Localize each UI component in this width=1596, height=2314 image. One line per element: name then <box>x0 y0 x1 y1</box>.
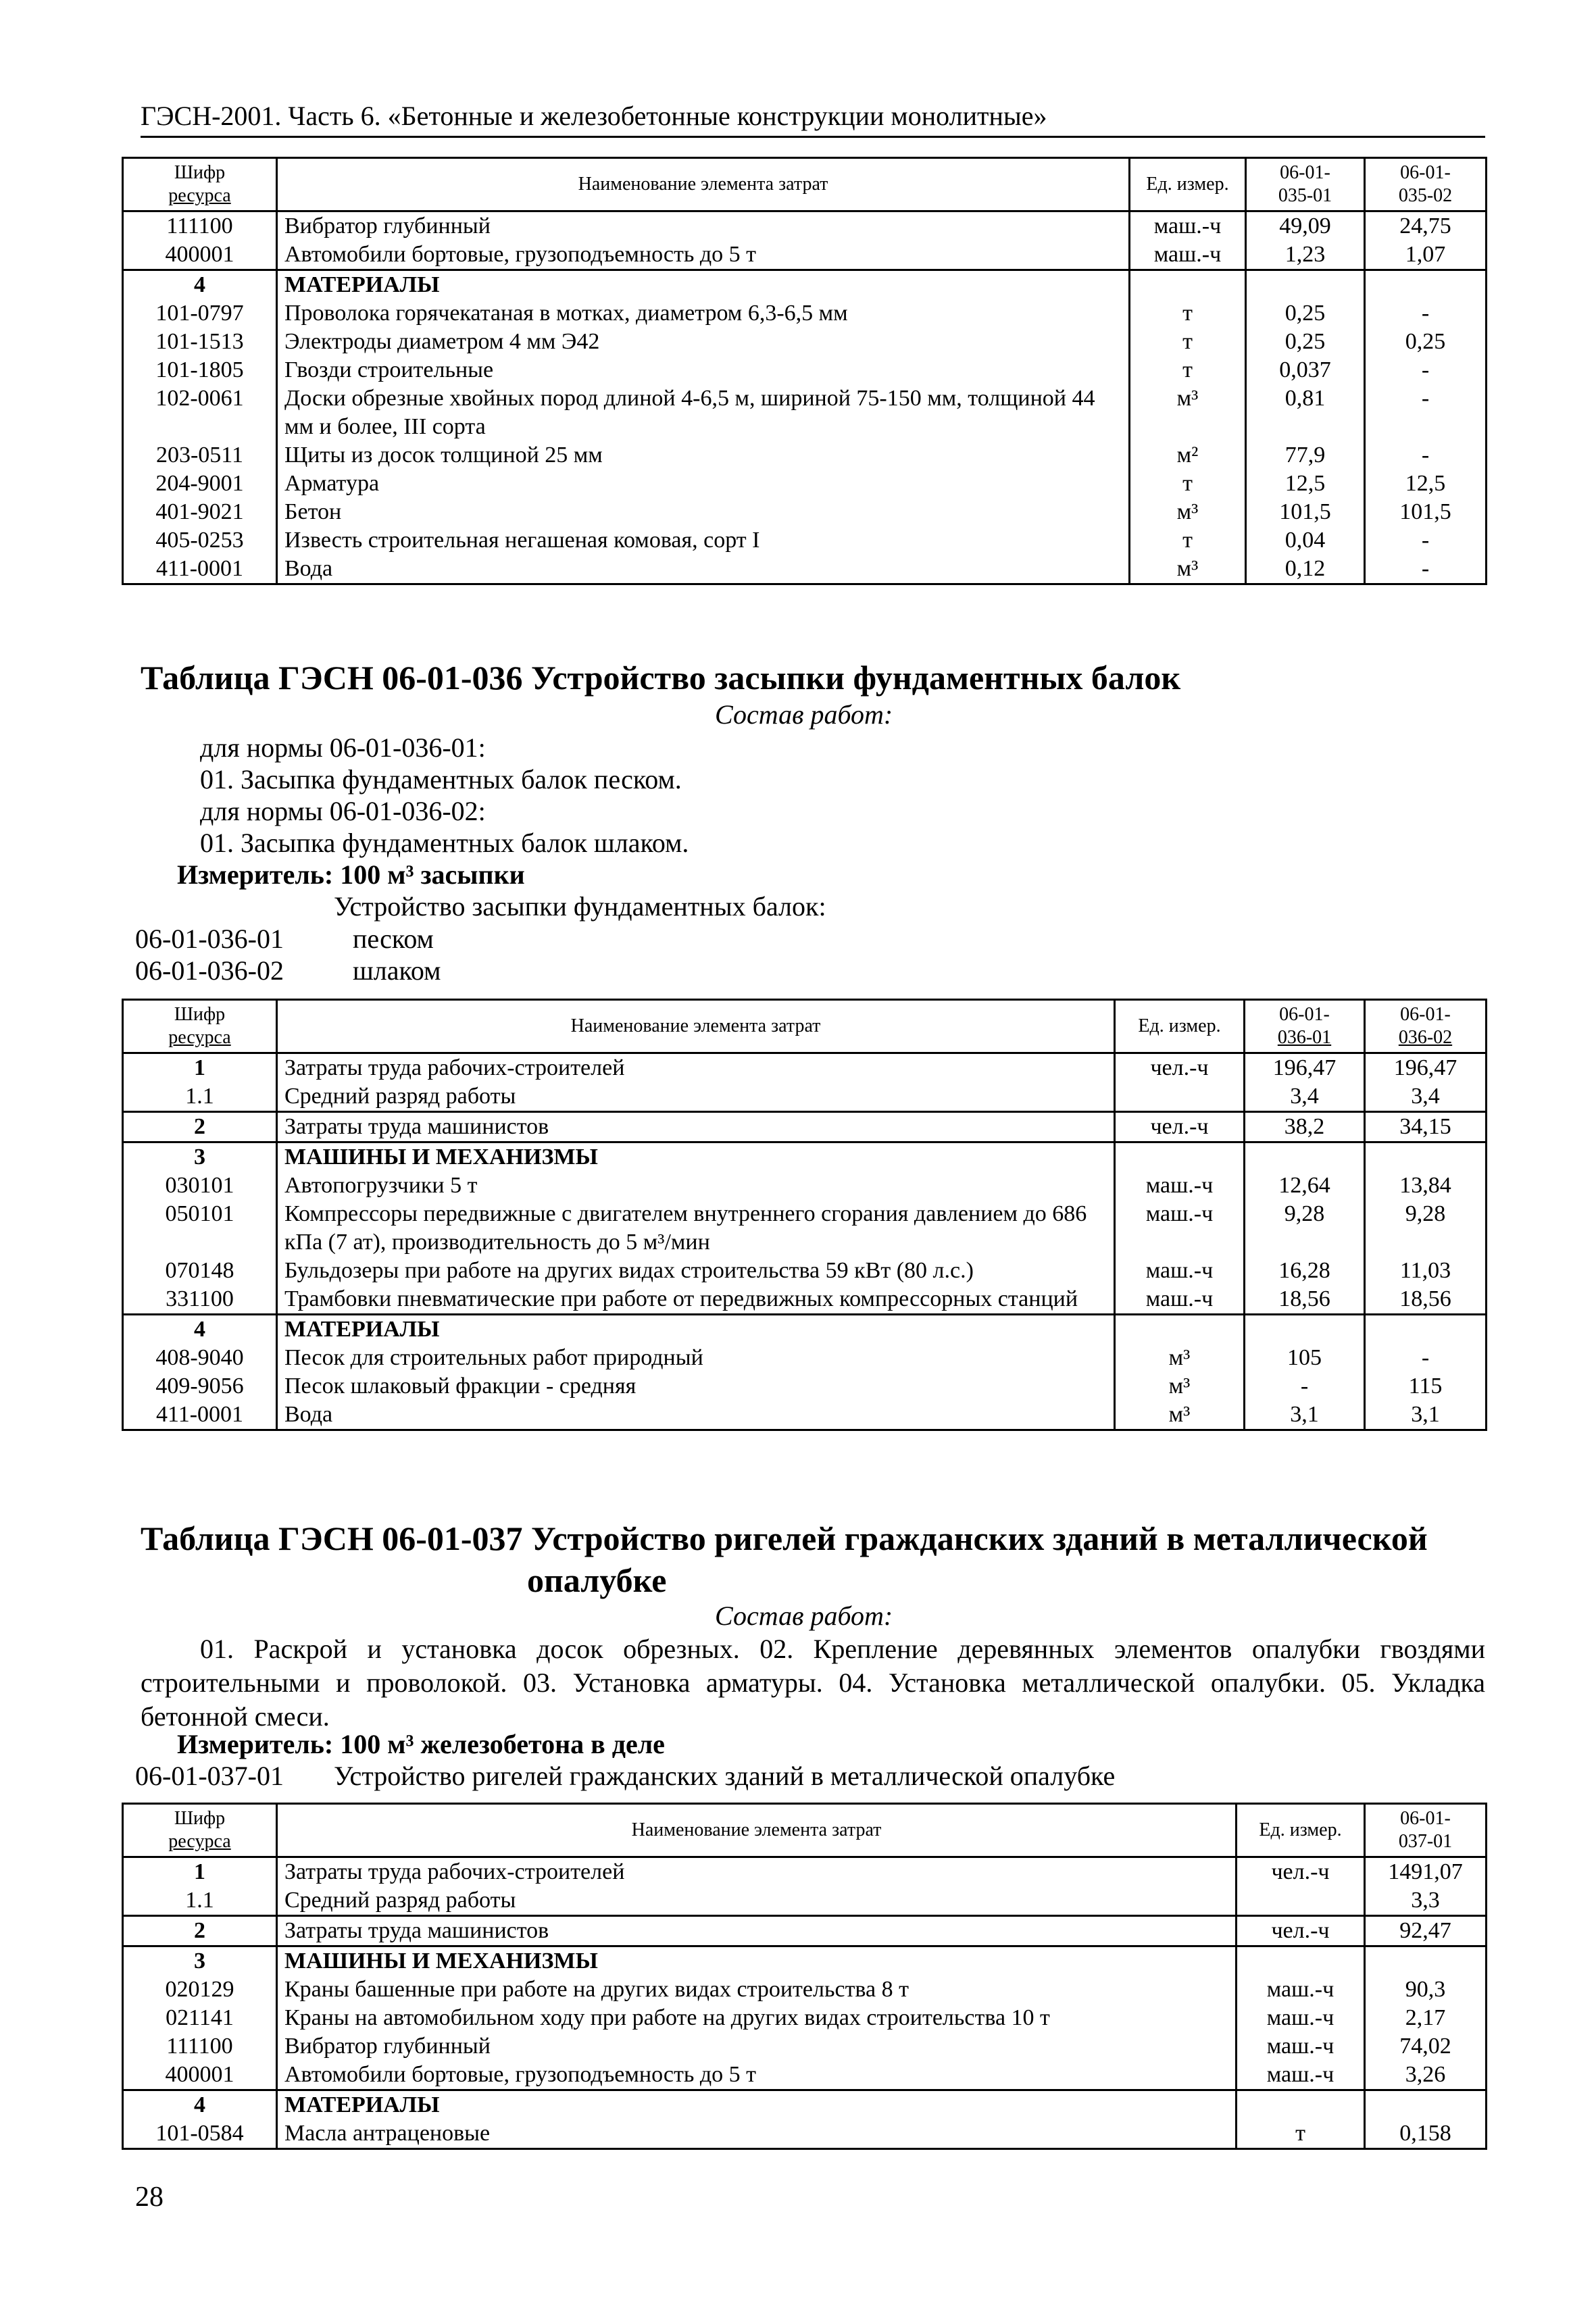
cell-code: 111100 <box>123 211 277 241</box>
cell-code: 405-0253 <box>123 526 277 555</box>
cell-unit: маш.-ч <box>1130 241 1246 270</box>
cell-value-2: 13,84 <box>1365 1172 1487 1200</box>
cell-value-2 <box>1365 270 1487 300</box>
cell-value-2: 3,1 <box>1365 1401 1487 1430</box>
cell-code: 4 <box>123 270 277 300</box>
cell-unit: м³ <box>1130 498 1246 526</box>
cell-unit <box>1237 1946 1365 1976</box>
cell-unit: маш.-ч <box>1130 211 1246 241</box>
cell-unit: чел.-ч <box>1237 1916 1365 1946</box>
col-header-norm-2: 06-01- 036-02 <box>1365 1000 1487 1053</box>
norm-code: 06-01-036-01 <box>135 924 284 954</box>
cell-unit: т <box>1130 526 1246 555</box>
cell-unit: маш.-ч <box>1237 2061 1365 2090</box>
cell-value-1: 9,28 <box>1245 1200 1365 1257</box>
cell-unit: маш.-ч <box>1115 1200 1245 1257</box>
work-line: для нормы 06-01-036-02: <box>200 796 486 826</box>
cell-unit <box>1237 2090 1365 2120</box>
cell-code: 4 <box>123 1315 277 1344</box>
cell-value-2: 101,5 <box>1365 498 1487 526</box>
cell-code: 101-0797 <box>123 299 277 328</box>
cell-value-1: 196,47 <box>1245 1053 1365 1083</box>
cell-name: МАТЕРИАЛЫ <box>277 270 1130 300</box>
cell-code: 101-0584 <box>123 2119 277 2149</box>
table-body <box>123 211 1487 584</box>
cell-unit: м³ <box>1115 1401 1245 1430</box>
cell-code: 1.1 <box>123 1082 277 1112</box>
cell-value-1: 0,25 <box>1246 299 1365 328</box>
table-row <box>123 356 1487 384</box>
cell-value-2: 18,56 <box>1365 1285 1487 1315</box>
cell-unit: маш.-ч <box>1237 2032 1365 2061</box>
cell-unit: чел.-ч <box>1237 1857 1365 1887</box>
cell-value-2: 1,07 <box>1365 241 1487 270</box>
cell-value-1: 101,5 <box>1246 498 1365 526</box>
cell-unit: маш.-ч <box>1115 1257 1245 1285</box>
table-row <box>123 1315 1487 1344</box>
table-row <box>123 1257 1487 1285</box>
cell-value-2: - <box>1365 555 1487 584</box>
cell-unit: маш.-ч <box>1115 1285 1245 1315</box>
table-header-row <box>123 158 1487 211</box>
cell-value-1 <box>1246 270 1365 300</box>
cell-value-1: 3,3 <box>1365 1886 1487 1916</box>
meter-label: Измеритель: 100 м³ железобетона в деле <box>177 1729 665 1759</box>
work-line: для нормы 06-01-036-01: <box>200 732 486 763</box>
table-row <box>123 1946 1487 1976</box>
cell-unit: м³ <box>1115 1344 1245 1372</box>
cell-name: Арматура <box>277 470 1130 498</box>
cell-unit: т <box>1130 299 1246 328</box>
work-paragraph: 01. Раскрой и установка досок обрезных. 02. Крепление деревянных элементов опалубки гвоздями строительными и проволокой. 03. Установка арматуры. 04. Установка металлической опалубки. 05. Укладка бетонной смеси. <box>141 1634 1485 1732</box>
cell-unit: м³ <box>1115 1372 1245 1401</box>
col-header-name: Наименование элемента затрат <box>277 158 1130 211</box>
table-row <box>123 1401 1487 1430</box>
meter-label: Измеритель: 100 м³ засыпки <box>177 859 525 890</box>
cell-value-1: 12,5 <box>1246 470 1365 498</box>
cell-name: Вибратор глубинный <box>277 2032 1237 2061</box>
col-header-unit: Ед. измер. <box>1115 1000 1245 1053</box>
cell-unit: маш.-ч <box>1115 1172 1245 1200</box>
table-row <box>123 441 1487 470</box>
cell-code: 021141 <box>123 2004 277 2032</box>
cell-value-1 <box>1245 1142 1365 1172</box>
cell-code: 411-0001 <box>123 1401 277 1430</box>
cell-name: Затраты труда машинистов <box>277 1112 1115 1142</box>
cell-value-1: 49,09 <box>1246 211 1365 241</box>
table-row <box>123 211 1487 241</box>
table-row <box>123 1082 1487 1112</box>
cell-value-1: 3,1 <box>1245 1401 1365 1430</box>
cell-unit: м³ <box>1130 555 1246 584</box>
cell-code: 409-9056 <box>123 1372 277 1401</box>
cell-name: Затраты труда рабочих-строителей <box>277 1053 1115 1083</box>
norm-code: 06-01-037-01 <box>135 1761 284 1791</box>
cell-name: Автопогрузчики 5 т <box>277 1172 1115 1200</box>
work-composition-label: Состав работ: <box>715 1601 893 1631</box>
cell-value-1: 0,25 <box>1246 328 1365 356</box>
cell-code: 101-1513 <box>123 328 277 356</box>
cell-value-1: 0,158 <box>1365 2119 1487 2149</box>
cell-name: Компрессоры передвижные с двигателем внутреннего сгорания давлением до 686 кПа (7 ат), производительность до 5 м³/мин <box>277 1200 1115 1257</box>
cell-value-2: 34,15 <box>1365 1112 1487 1142</box>
cell-code: 3 <box>123 1142 277 1172</box>
norm-caption: Устройство засыпки фундаментных балок: <box>334 891 826 922</box>
col-header-norm-1: 06-01- 036-01 <box>1245 1000 1365 1053</box>
cell-name: Песок для строительных работ природный <box>277 1344 1115 1372</box>
cell-name: Электроды диаметром 4 мм Э42 <box>277 328 1130 356</box>
cell-value-1: 1491,07 <box>1365 1857 1487 1887</box>
col-header-code: Шифр ресурса <box>123 1804 277 1857</box>
table-row <box>123 1916 1487 1946</box>
work-line: 01. Засыпка фундаментных балок песком. <box>200 764 682 795</box>
cell-code: 2 <box>123 1916 277 1946</box>
cell-name: МАТЕРИАЛЫ <box>277 1315 1115 1344</box>
cell-name: Вода <box>277 1401 1115 1430</box>
cell-name: Автомобили бортовые, грузоподъемность до 5 т <box>277 241 1130 270</box>
norm-code: 06-01-036-02 <box>135 955 284 986</box>
cell-code: 030101 <box>123 1172 277 1200</box>
table-row <box>123 1886 1487 1916</box>
cell-name: Бетон <box>277 498 1130 526</box>
cell-code: 401-9021 <box>123 498 277 526</box>
table-row <box>123 1285 1487 1315</box>
cell-name: Проволока горячекатаная в мотках, диаметром 6,3-6,5 мм <box>277 299 1130 328</box>
work-line: 01. Засыпка фундаментных балок шлаком. <box>200 828 689 858</box>
cell-name: Щиты из досок толщиной 25 мм <box>277 441 1130 470</box>
cell-name: МАШИНЫ И МЕХАНИЗМЫ <box>277 1142 1115 1172</box>
table-body <box>123 1053 1487 1430</box>
cell-unit: т <box>1130 470 1246 498</box>
cell-name: Краны башенные при работе на других видах строительства 8 т <box>277 1976 1237 2004</box>
table-row <box>123 384 1487 441</box>
cell-value-2: 196,47 <box>1365 1053 1487 1083</box>
cell-value-2: - <box>1365 526 1487 555</box>
cell-unit: маш.-ч <box>1237 2004 1365 2032</box>
col-header-norm-2: 06-01- 035-02 <box>1365 158 1487 211</box>
cell-value-1 <box>1365 1946 1487 1976</box>
cell-value-1: 0,037 <box>1246 356 1365 384</box>
col-header-unit: Ед. измер. <box>1130 158 1246 211</box>
table-row <box>123 1112 1487 1142</box>
cost-table-035 <box>122 157 1487 585</box>
cell-name: Затраты труда рабочих-строителей <box>277 1857 1237 1887</box>
cell-value-1: 3,4 <box>1245 1082 1365 1112</box>
cell-value-1: 18,56 <box>1245 1285 1365 1315</box>
cell-value-2 <box>1365 1142 1487 1172</box>
cell-code: 204-9001 <box>123 470 277 498</box>
cell-value-2: 12,5 <box>1365 470 1487 498</box>
cell-name: Автомобили бортовые, грузоподъемность до 5 т <box>277 2061 1237 2090</box>
table-row <box>123 1172 1487 1200</box>
table-row <box>123 1372 1487 1401</box>
table-row <box>123 498 1487 526</box>
cell-name: Вибратор глубинный <box>277 211 1130 241</box>
norm-label: Устройство ригелей гражданских зданий в металлической опалубке <box>334 1761 1116 1791</box>
cell-code: 070148 <box>123 1257 277 1285</box>
col-header-unit: Ед. измер. <box>1237 1804 1365 1857</box>
cell-name: МАШИНЫ И МЕХАНИЗМЫ <box>277 1946 1237 1976</box>
cell-name: Песок шлаковый фракции - средняя <box>277 1372 1115 1401</box>
cell-unit <box>1130 270 1246 300</box>
cell-value-2: - <box>1365 1344 1487 1372</box>
cell-unit <box>1115 1315 1245 1344</box>
cell-value-1: - <box>1245 1372 1365 1401</box>
cell-code: 111100 <box>123 2032 277 2061</box>
table-row <box>123 1142 1487 1172</box>
table-header-row <box>123 1804 1487 1857</box>
col-header-code: Шифр ресурса <box>123 158 277 211</box>
cell-value-1: 2,17 <box>1365 2004 1487 2032</box>
cell-value-1: 0,12 <box>1246 555 1365 584</box>
cell-code: 1.1 <box>123 1886 277 1916</box>
cell-unit: м³ <box>1130 384 1246 441</box>
table-row <box>123 2004 1487 2032</box>
norm-label: шлаком <box>353 955 441 986</box>
cell-name: Доски обрезные хвойных пород длиной 4-6,5 м, шириной 75-150 мм, толщиной 44 мм и более, III сорта <box>277 384 1130 441</box>
cell-name: Краны на автомобильном ходу при работе на других видах строительства 10 т <box>277 2004 1237 2032</box>
table-row <box>123 1053 1487 1083</box>
cell-unit: м² <box>1130 441 1246 470</box>
cell-value-1: 0,81 <box>1246 384 1365 441</box>
page-header: ГЭСН-2001. Часть 6. «Бетонные и железобетонные конструкции монолитные» <box>141 100 1485 138</box>
cell-code: 331100 <box>123 1285 277 1315</box>
cell-code: 1 <box>123 1053 277 1083</box>
table-row <box>123 270 1487 300</box>
cell-code: 020129 <box>123 1976 277 2004</box>
cell-code: 1 <box>123 1857 277 1887</box>
cell-code: 408-9040 <box>123 1344 277 1372</box>
cell-value-2: 9,28 <box>1365 1200 1487 1257</box>
cell-value-1 <box>1245 1315 1365 1344</box>
table-row <box>123 555 1487 584</box>
cell-unit: чел.-ч <box>1115 1053 1245 1083</box>
table-row <box>123 328 1487 356</box>
table-row <box>123 1976 1487 2004</box>
cell-unit: т <box>1130 328 1246 356</box>
cell-name: Трамбовки пневматические при работе от передвижных компрессорных станций <box>277 1285 1115 1315</box>
table-row <box>123 1200 1487 1257</box>
cell-name: Средний разряд работы <box>277 1082 1115 1112</box>
table-row <box>123 299 1487 328</box>
cell-value-1: 1,23 <box>1246 241 1365 270</box>
cell-value-1: 16,28 <box>1245 1257 1365 1285</box>
cell-unit <box>1115 1082 1245 1112</box>
table-row <box>123 526 1487 555</box>
table-body <box>123 1857 1487 2149</box>
cell-name: Вода <box>277 555 1130 584</box>
cell-name: Бульдозеры при работе на других видах строительства 59 кВт (80 л.с.) <box>277 1257 1115 1285</box>
cell-value-1: 92,47 <box>1365 1916 1487 1946</box>
cost-table-037 <box>122 1803 1487 2150</box>
cell-name: Гвозди строительные <box>277 356 1130 384</box>
cell-unit <box>1237 1886 1365 1916</box>
page-number: 28 <box>135 2182 164 2213</box>
cell-unit: чел.-ч <box>1115 1112 1245 1142</box>
cell-value-1: 38,2 <box>1245 1112 1365 1142</box>
cell-code: 203-0511 <box>123 441 277 470</box>
cell-value-2: 115 <box>1365 1372 1487 1401</box>
cell-value-1: 105 <box>1245 1344 1365 1372</box>
cell-value-1: 90,3 <box>1365 1976 1487 2004</box>
table-row <box>123 1344 1487 1372</box>
cell-value-2: - <box>1365 384 1487 441</box>
table-row <box>123 470 1487 498</box>
cell-value-1 <box>1365 2090 1487 2120</box>
col-header-code: Шифр ресурса <box>123 1000 277 1053</box>
norm-label: песком <box>353 924 434 954</box>
cell-value-2: 3,4 <box>1365 1082 1487 1112</box>
cost-table-036 <box>122 999 1487 1431</box>
cell-code: 4 <box>123 2090 277 2120</box>
cell-code: 411-0001 <box>123 555 277 584</box>
cell-value-1: 12,64 <box>1245 1172 1365 1200</box>
cell-value-2: - <box>1365 441 1487 470</box>
col-header-name: Наименование элемента затрат <box>277 1804 1237 1857</box>
cell-name: Средний разряд работы <box>277 1886 1237 1916</box>
cell-value-1: 0,04 <box>1246 526 1365 555</box>
col-header-norm-1: 06-01- 035-01 <box>1246 158 1365 211</box>
section-title-036: Таблица ГЭСН 06-01-036 Устройство засыпки фундаментных балок <box>141 659 1181 697</box>
cell-value-2: - <box>1365 356 1487 384</box>
cell-value-1: 77,9 <box>1246 441 1365 470</box>
cell-unit <box>1115 1142 1245 1172</box>
cell-name: Затраты труда машинистов <box>277 1916 1237 1946</box>
cell-value-1: 74,02 <box>1365 2032 1487 2061</box>
table-header-row <box>123 1000 1487 1053</box>
section-title-037: Таблица ГЭСН 06-01-037 Устройство ригелей гражданских зданий в металлической опалубке <box>141 1519 1428 1599</box>
table-row <box>123 2032 1487 2061</box>
cell-value-1: 3,26 <box>1365 2061 1487 2090</box>
cell-code: 400001 <box>123 241 277 270</box>
table-row <box>123 2090 1487 2120</box>
cell-name: Известь строительная негашеная комовая, сорт I <box>277 526 1130 555</box>
col-header-name: Наименование элемента затрат <box>277 1000 1115 1053</box>
cell-value-2 <box>1365 1315 1487 1344</box>
cell-value-2: 24,75 <box>1365 211 1487 241</box>
cell-code: 2 <box>123 1112 277 1142</box>
cell-unit: т <box>1237 2119 1365 2149</box>
table-row <box>123 1857 1487 1887</box>
col-header-norm-1: 06-01- 037-01 <box>1365 1804 1487 1857</box>
cell-unit: т <box>1130 356 1246 384</box>
cell-code: 3 <box>123 1946 277 1976</box>
cell-code: 102-0061 <box>123 384 277 441</box>
cell-name: Масла антраценовые <box>277 2119 1237 2149</box>
work-composition-label: Состав работ: <box>715 699 893 730</box>
table-row <box>123 241 1487 270</box>
cell-code: 101-1805 <box>123 356 277 384</box>
cell-unit: маш.-ч <box>1237 1976 1365 2004</box>
table-row <box>123 2119 1487 2149</box>
cell-value-2: - <box>1365 299 1487 328</box>
cell-value-2: 11,03 <box>1365 1257 1487 1285</box>
table-row <box>123 2061 1487 2090</box>
cell-code: 050101 <box>123 1200 277 1257</box>
cell-code: 400001 <box>123 2061 277 2090</box>
cell-value-2: 0,25 <box>1365 328 1487 356</box>
cell-name: МАТЕРИАЛЫ <box>277 2090 1237 2120</box>
